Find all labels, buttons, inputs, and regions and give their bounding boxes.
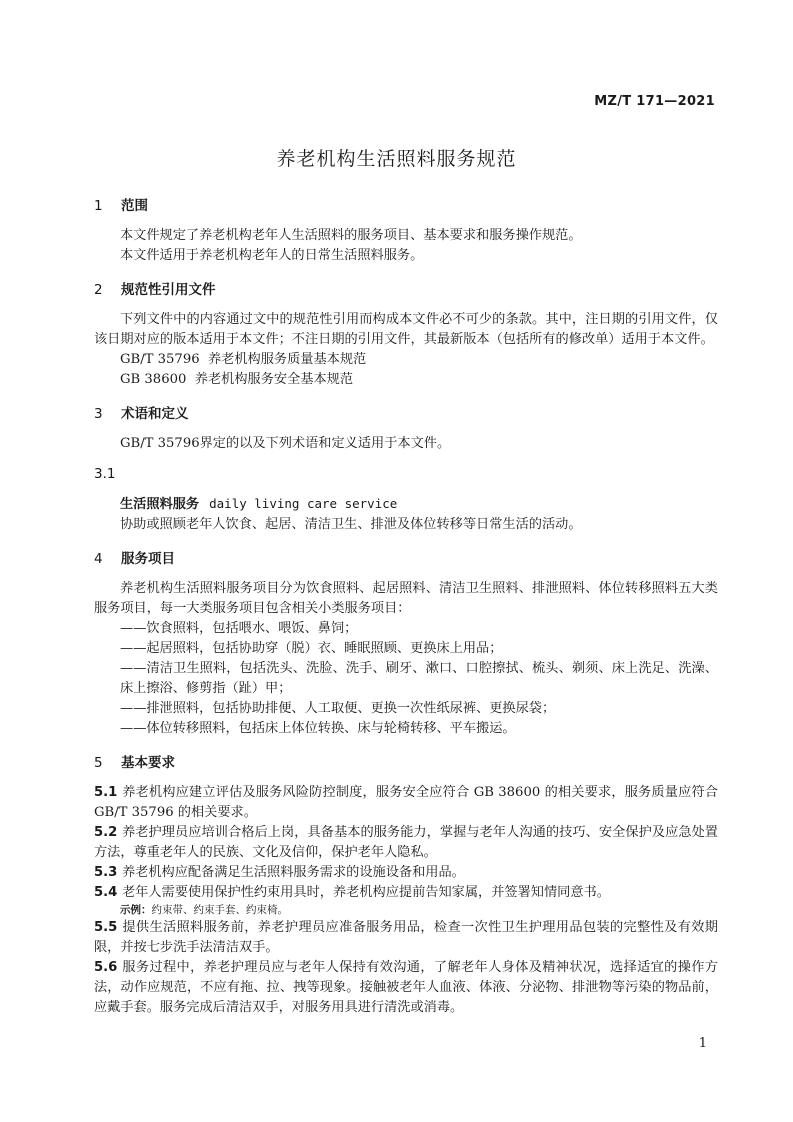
normative-reference-2: GB 38600 养老机构服务安全基本规范 [120, 372, 354, 387]
clause-text: 服务过程中，养老护理员应与老年人保持有效沟通，了解老年人身体及精神状况，选择适宜的操作方法，动作应规范，不应有拖、拉、拽等现象。接触被老年人血液、体液、分泌物、排泄物等污染的物品前，应戴手套。服务完成后清洁双手，对服务用具进行清洗或消毒。 [94, 960, 718, 1015]
term-definition: 协助或照顾老年人饮食、起居、清洁卫生、排泄及体位转移等日常生活的活动。 [120, 517, 582, 532]
section-3-heading [94, 404, 718, 424]
requirement-5-2 [94, 823, 718, 863]
clause-text: 养老机构应配备满足生活照料服务需求的设施设备和用品。 [122, 865, 465, 880]
section-title: 术语和定义 [121, 406, 189, 422]
page-number: 1 [698, 1036, 707, 1051]
term-entry [94, 494, 718, 515]
list-item: ——起居照料，包括协助穿（脱）衣、睡眠照顾、更换床上用品； [120, 641, 503, 656]
clause-text: 提供生活照料服务前，养老护理员应准备服务用品，检查一次性卫生护理用品包装的完整性及有效期限，并按七步洗手法清洁双手。 [94, 920, 718, 955]
list-item: ——排泄照料，包括协助排便、人工取便、更换一次性纸尿裤、更换尿袋； [120, 701, 556, 716]
section-number: 3 [94, 406, 103, 422]
document-body [94, 196, 718, 1018]
section-3-paragraph-1: GB/T 35796界定的以及下列术语和定义适用于本文件。 [120, 436, 451, 451]
section-1-paragraph-1: 本文件规定了养老机构老年人生活照料的服务项目、基本要求和服务操作规范。 [120, 228, 582, 243]
requirement-5-3 [94, 863, 718, 883]
example-note [94, 903, 718, 918]
example-text: 约束带、约束手套、约束椅。 [151, 904, 288, 916]
section-1-heading [94, 196, 718, 216]
section-number: 5 [94, 755, 103, 771]
section-title: 规范性引用文件 [121, 282, 216, 298]
term-english: daily living care service [209, 496, 398, 511]
clause-number: 5.3 [94, 865, 118, 880]
clause-text: 老年人需要使用保护性约束用具时，养老机构应提前告知家属，并签署知情同意书。 [122, 885, 610, 900]
subsection-3-1-number [94, 464, 718, 484]
section-title: 基本要求 [121, 755, 175, 771]
section-title: 范围 [121, 198, 148, 214]
requirement-5-5 [94, 918, 718, 958]
section-number: 1 [94, 198, 103, 214]
clause-text: 养老机构应建立评估及服务风险防控制度，服务安全应符合 GB 38600 的相关要求，服务质量应符合 GB/T 35796 的相关要求。 [94, 785, 718, 820]
clause-text: 养老护理员应培训合格后上岗，具备基本的服务能力，掌握与老年人沟通的技巧、安全保护及应急处置方法，尊重老年人的民族、文化及信仰，保护老年人隐私。 [94, 825, 718, 860]
clause-number: 5.1 [94, 785, 118, 800]
clause-number: 5.4 [94, 885, 118, 900]
section-number: 2 [94, 282, 103, 298]
section-5-heading [94, 753, 718, 773]
section-1-paragraph-2: 本文件适用于养老机构老年人的日常生活照料服务。 [120, 248, 424, 263]
clause-number: 5.6 [94, 960, 118, 975]
term-chinese: 生活照料服务 [120, 497, 200, 512]
subsection-number: 3.1 [94, 466, 116, 482]
section-2-heading [94, 280, 718, 300]
requirement-5-1 [94, 783, 718, 823]
normative-reference-1: GB/T 35796 养老机构服务质量基本规范 [120, 352, 367, 367]
requirement-5-6 [94, 958, 718, 1018]
list-item: ——清洁卫生照料，包括洗头、洗脸、洗手、刷牙、漱口、口腔擦拭、梳头、剃须、床上洗足、洗澡、床上擦浴、修剪指（趾）甲； [120, 661, 718, 696]
section-title: 服务项目 [121, 551, 175, 567]
standard-code: MZ/T 171—2021 [594, 94, 715, 109]
section-4-heading [94, 549, 718, 569]
clause-number: 5.2 [94, 825, 118, 840]
section-2-paragraph-1: 下列文件中的内容通过文中的规范性引用而构成本文件必不可少的条款。其中，注日期的引用文件，仅该日期对应的版本适用于本文件；不注日期的引用文件，其最新版本（包括所有的修改单）适用于本文件。 [94, 312, 718, 347]
document-title: 养老机构生活照料服务规范 [276, 148, 517, 170]
example-label: 示例： [120, 904, 152, 916]
list-item: ——饮食照料，包括喂水、喂饭、鼻饲； [120, 621, 358, 636]
requirement-5-4 [94, 883, 718, 903]
section-4-paragraph-1: 养老机构生活照料服务项目分为饮食照料、起居照料、清洁卫生照料、排泄照料、体位转移照料五大类服务项目，每一大类服务项目包含相关小类服务项目： [94, 581, 718, 616]
section-number: 4 [94, 551, 103, 567]
list-item: ——体位转移照料，包括床上体位转换、床与轮椅转移、平车搬运。 [120, 721, 516, 736]
clause-number: 5.5 [94, 920, 118, 935]
